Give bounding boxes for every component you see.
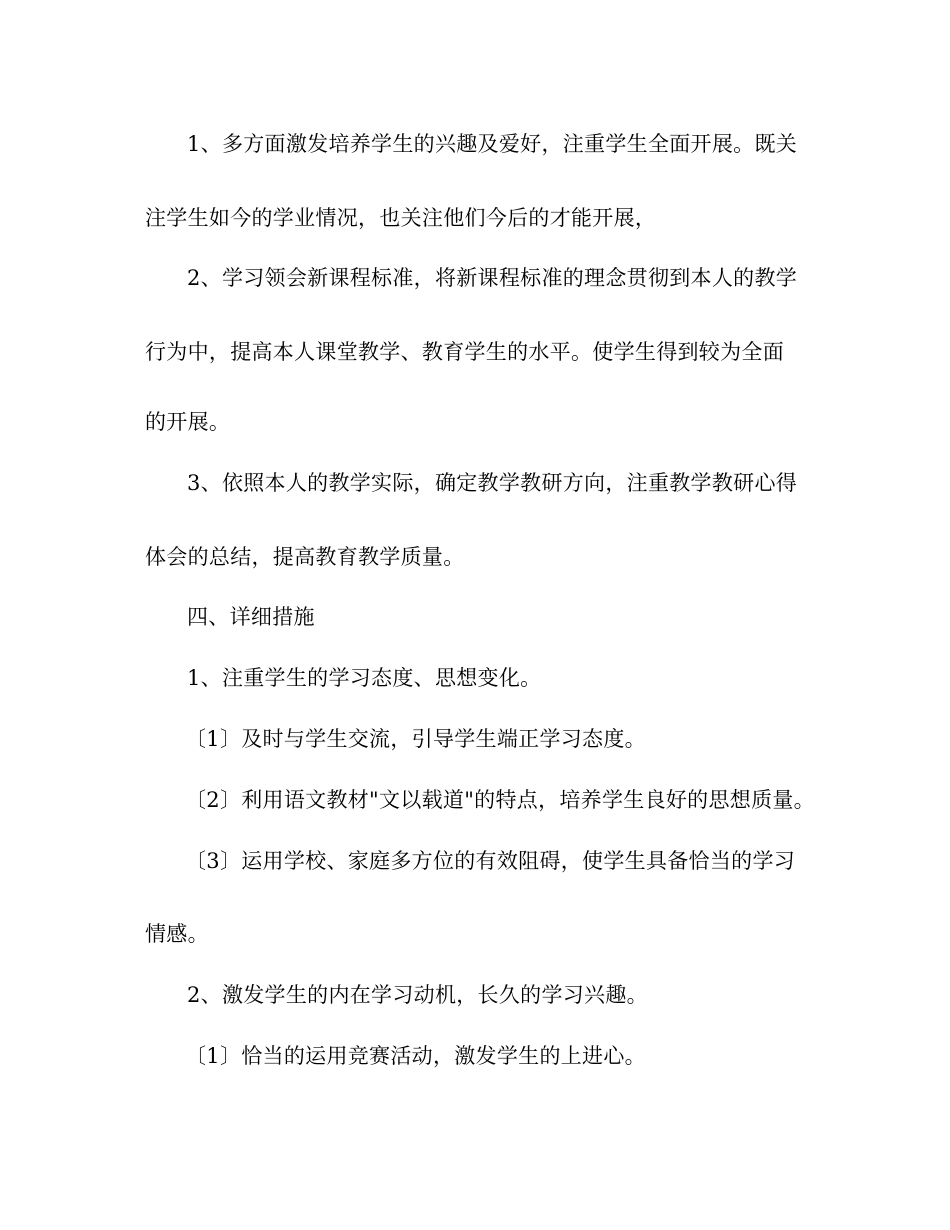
measure-2-title: 2、激发学生的内在学习动机，长久的学习兴趣。 <box>187 983 648 1007</box>
measure-1-item-3-line-2: 情感。 <box>145 922 209 946</box>
measure-1-item-2: 〔2〕利用语文教材"文以载道"的特点，培养学生良好的思想质量。 <box>185 788 815 812</box>
measure-1-item-3-line-1: 〔3〕运用学校、家庭多方位的有效阻碍，使学生具备恰当的学习 <box>185 849 796 873</box>
paragraph-3-line-1: 3、依照本人的教学实际，确定教学教研方向，注重教学教研心得 <box>187 471 798 495</box>
measure-2-item-1: 〔1〕恰当的运用竞赛活动，激发学生的上进心。 <box>185 1044 646 1068</box>
paragraph-1-line-2: 注学生如今的学业情况，也关注他们今后的才能开展， <box>145 206 657 230</box>
paragraph-1-line-1: 1、多方面激发培养学生的兴趣及爱好，注重学生全面开展。既关 <box>187 132 798 156</box>
paragraph-2-line-1: 2、学习领会新课程标准，将新课程标准的理念贯彻到本人的教学 <box>187 266 798 290</box>
paragraph-3-line-2: 体会的总结，提高教育教学质量。 <box>145 545 465 569</box>
section-heading: 四、详细措施 <box>187 605 315 629</box>
measure-1-title: 1、注重学生的学习态度、思想变化。 <box>187 666 542 690</box>
paragraph-2-line-2: 行为中，提高本人课堂教学、教育学生的水平。使学生得到较为全面 <box>145 340 784 364</box>
measure-1-item-1: 〔1〕及时与学生交流，引导学生端正学习态度。 <box>185 727 646 751</box>
paragraph-2-line-3: 的开展。 <box>145 410 231 434</box>
